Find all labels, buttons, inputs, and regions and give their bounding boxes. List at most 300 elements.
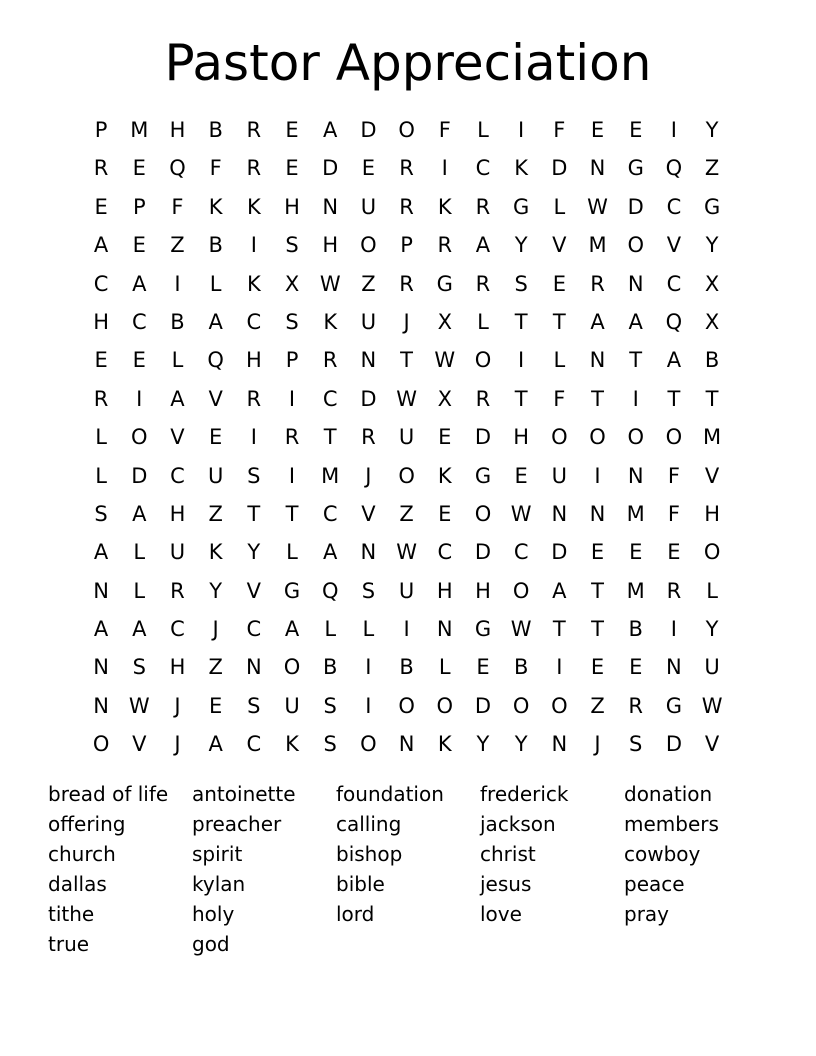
grid-cell[interactable]: B (323, 655, 338, 680)
grid-cell[interactable]: R (628, 693, 644, 718)
grid-cell[interactable]: R (475, 386, 491, 411)
grid-cell[interactable]: L (553, 348, 566, 373)
grid-cell[interactable]: R (437, 233, 453, 258)
grid-cell[interactable]: I (670, 617, 677, 642)
grid-cell[interactable]: I (174, 271, 181, 296)
grid-cell[interactable]: O (360, 732, 377, 757)
grid-cell[interactable]: I (288, 463, 296, 488)
grid-cell[interactable]: N (93, 693, 109, 718)
grid-cell[interactable]: R (246, 386, 262, 411)
grid-cell[interactable]: U (398, 425, 415, 450)
grid-cell[interactable]: H (475, 578, 491, 603)
grid-cell[interactable]: E (209, 425, 223, 450)
grid-cell[interactable]: M (130, 118, 149, 142)
grid-cell[interactable]: H (169, 655, 186, 680)
grid-cell[interactable]: L (324, 617, 337, 642)
grid-cell[interactable]: L (438, 655, 451, 680)
grid-cell[interactable]: C (246, 617, 262, 642)
grid-cell[interactable]: A (93, 540, 109, 565)
grid-cell[interactable]: T (323, 425, 337, 450)
grid-cell[interactable]: O (398, 693, 415, 718)
word-bank-column (192, 779, 336, 959)
grid-cell[interactable]: F (553, 118, 566, 142)
grid-cell[interactable]: H (513, 425, 530, 450)
grid-cell[interactable]: D (131, 463, 148, 488)
grid-cell[interactable]: S (247, 693, 261, 718)
grid-cell[interactable]: P (285, 348, 299, 373)
word-bank-item: frederick (480, 782, 569, 806)
grid-cell[interactable]: T (552, 617, 566, 642)
grid-cell[interactable]: B (704, 348, 720, 373)
grid-cell[interactable]: W (510, 617, 532, 642)
grid-cell[interactable]: T (705, 386, 719, 411)
word-bank-item: donation (624, 782, 713, 806)
grid-cell[interactable]: W (319, 271, 341, 296)
grid-cell[interactable]: I (365, 655, 372, 680)
grid-cell[interactable]: N (627, 271, 644, 296)
grid-cell[interactable]: Z (170, 233, 185, 258)
grid-cell[interactable]: R (93, 386, 109, 411)
grid-cell[interactable]: T (667, 386, 681, 411)
grid-cell[interactable]: T (552, 309, 566, 334)
grid-cell[interactable]: I (441, 156, 448, 181)
grid-cell[interactable]: T (591, 386, 604, 411)
grid-cell[interactable]: H (436, 578, 453, 603)
grid-cell[interactable]: Q (665, 156, 683, 181)
grid-cell[interactable]: N (551, 732, 568, 757)
grid-cell[interactable]: E (285, 118, 299, 142)
grid-cell[interactable]: D (474, 425, 492, 450)
grid-cell[interactable]: S (361, 578, 376, 603)
grid-cell[interactable]: X (437, 309, 452, 334)
grid-cell[interactable]: W (510, 501, 532, 526)
grid-cell[interactable]: R (475, 194, 491, 219)
grid-cell[interactable]: Y (514, 233, 528, 258)
grid-cell[interactable]: E (132, 233, 146, 258)
grid-cell[interactable]: M (626, 578, 645, 603)
grid-cell[interactable]: K (208, 194, 223, 219)
grid-cell[interactable]: T (400, 348, 413, 373)
grid-cell[interactable]: I (288, 386, 296, 411)
grid-cell[interactable]: A (93, 617, 109, 642)
grid-cell[interactable]: S (323, 732, 337, 757)
grid-cell[interactable]: E (629, 540, 643, 565)
grid-cell[interactable]: L (209, 271, 222, 296)
grid-cell[interactable]: N (551, 501, 568, 526)
grid-cell[interactable]: D (665, 732, 682, 757)
grid-cell[interactable]: O (627, 425, 644, 450)
grid-cell[interactable]: A (284, 617, 300, 642)
grid-cell[interactable]: I (250, 425, 257, 450)
grid-cell[interactable]: O (131, 425, 148, 450)
grid-cell[interactable]: N (436, 617, 453, 642)
grid-cell[interactable]: I (594, 463, 601, 488)
grid-cell[interactable]: A (132, 617, 147, 642)
grid-cell[interactable]: H (93, 309, 109, 334)
grid-cell[interactable]: V (552, 233, 567, 258)
grid-cell[interactable]: Y (209, 578, 223, 603)
grid-cell[interactable]: J (174, 732, 181, 757)
grid-cell[interactable]: G (703, 194, 721, 219)
grid-cell[interactable]: N (93, 655, 109, 680)
grid-cell[interactable]: A (628, 309, 643, 334)
grid-cell[interactable]: B (208, 233, 223, 258)
grid-cell[interactable]: N (589, 348, 606, 373)
grid-cell[interactable]: F (171, 194, 184, 219)
grid-cell[interactable]: D (551, 540, 568, 565)
grid-cell[interactable]: R (93, 156, 109, 181)
grid-cell[interactable]: O (512, 578, 530, 603)
grid-cell[interactable]: O (474, 348, 492, 373)
grid-cell[interactable]: C (322, 501, 338, 526)
grid-cell[interactable]: N (245, 655, 262, 680)
grid-cell[interactable]: O (474, 501, 492, 526)
grid-cell[interactable]: E (629, 118, 643, 142)
grid-cell[interactable]: Z (590, 693, 605, 718)
grid-cell[interactable]: R (322, 348, 338, 373)
grid-cell[interactable]: N (589, 501, 606, 526)
grid-cell[interactable]: R (399, 271, 414, 296)
grid-cell[interactable]: A (323, 540, 338, 565)
grid-cell[interactable]: K (246, 194, 261, 219)
grid-cell[interactable]: E (132, 348, 146, 373)
grid-cell[interactable]: S (285, 233, 299, 258)
word-bank-item: calling (336, 812, 402, 836)
grid-cell[interactable]: P (94, 118, 108, 142)
grid-cell[interactable]: O (551, 425, 568, 450)
grid-cell[interactable]: R (361, 425, 376, 450)
grid-cell[interactable]: J (594, 732, 601, 757)
grid-cell[interactable]: C (513, 540, 529, 565)
grid-cell[interactable]: V (170, 425, 185, 450)
grid-cell[interactable]: R (590, 271, 605, 296)
grid-cell[interactable]: T (247, 501, 261, 526)
grid-cell[interactable]: J (212, 617, 219, 642)
grid-cell[interactable]: O (398, 463, 415, 488)
grid-cell[interactable]: G (627, 156, 644, 181)
grid-cell[interactable]: X (704, 271, 720, 296)
word-bank-item: tithe (48, 902, 95, 926)
grid-cell[interactable]: N (589, 156, 606, 181)
grid-cell[interactable]: N (360, 348, 377, 373)
grid-cell[interactable]: V (666, 233, 682, 258)
grid-cell[interactable]: A (323, 118, 338, 142)
grid-cell[interactable]: E (629, 655, 643, 680)
grid-cell[interactable]: S (323, 693, 337, 718)
grid-cell[interactable]: Y (476, 732, 490, 757)
grid-cell[interactable]: C (666, 194, 682, 219)
grid-cell[interactable]: J (403, 309, 410, 334)
grid-cell[interactable]: C (666, 271, 682, 296)
grid-cell[interactable]: C (170, 463, 185, 488)
grid-cell[interactable]: G (474, 463, 492, 488)
grid-cell[interactable]: R (399, 156, 414, 181)
grid-cell[interactable]: K (208, 540, 223, 565)
grid-cell[interactable]: U (398, 578, 415, 603)
grid-cell[interactable]: L (286, 540, 298, 565)
grid-cell[interactable]: C (246, 309, 262, 334)
grid-cell[interactable]: W (396, 540, 417, 565)
grid-cell[interactable]: B (399, 655, 414, 680)
grid-cell[interactable]: I (670, 118, 677, 142)
grid-row (82, 610, 732, 648)
grid-cell[interactable]: M (321, 463, 340, 488)
grid-cell[interactable]: O (589, 425, 606, 450)
grid-cell[interactable]: G (283, 578, 301, 603)
grid-cell[interactable]: P (400, 233, 413, 258)
grid-cell[interactable]: L (706, 578, 718, 603)
grid-cell[interactable]: L (95, 463, 107, 488)
grid-cell[interactable]: W (434, 348, 456, 373)
grid-cell[interactable]: I (632, 386, 639, 411)
grid-cell[interactable]: Y (705, 233, 719, 258)
grid-cell[interactable]: Z (399, 501, 414, 526)
grid-cell[interactable]: X (284, 271, 300, 296)
grid-cell[interactable]: A (590, 309, 605, 334)
grid-cell[interactable]: T (591, 617, 604, 642)
grid-cell[interactable]: E (514, 463, 528, 488)
grid-cell[interactable]: B (628, 617, 643, 642)
grid-cell[interactable]: K (514, 156, 529, 181)
grid-cell[interactable]: F (438, 118, 451, 142)
grid-cell[interactable]: I (518, 118, 525, 142)
grid-cell[interactable]: X (704, 309, 720, 334)
grid-cell[interactable]: C (475, 156, 491, 181)
grid-cell[interactable]: J (365, 463, 372, 488)
grid-cell[interactable]: N (666, 655, 682, 680)
grid-cell[interactable]: U (284, 693, 300, 718)
grid-cell[interactable]: V (246, 578, 262, 603)
grid-cell[interactable]: Z (208, 501, 223, 526)
grid-cell[interactable]: E (285, 156, 299, 181)
grid-cell[interactable]: U (551, 463, 568, 488)
grid-cell[interactable]: G (474, 617, 492, 642)
grid-cell[interactable]: Y (514, 732, 528, 757)
grid-cell[interactable]: L (133, 540, 146, 565)
grid-cell[interactable]: U (360, 194, 377, 219)
grid-cell[interactable]: O (703, 540, 721, 565)
grid-cell[interactable]: A (93, 233, 109, 258)
grid-cell[interactable]: Z (208, 655, 223, 680)
grid-cell[interactable]: D (360, 386, 377, 411)
grid-cell[interactable]: S (247, 463, 261, 488)
grid-cell[interactable]: I (136, 386, 143, 411)
grid-cell[interactable]: O (92, 732, 110, 757)
grid-cell[interactable]: G (436, 271, 453, 296)
grid-cell[interactable]: I (518, 348, 525, 373)
grid-cell[interactable]: K (437, 463, 452, 488)
grid-cell[interactable]: Y (705, 617, 719, 642)
grid-cell[interactable]: I (250, 233, 257, 258)
grid-cell[interactable]: Q (207, 348, 224, 373)
grid-cell[interactable]: Q (665, 309, 683, 334)
grid-cell[interactable]: E (209, 693, 223, 718)
grid-cell[interactable]: L (133, 578, 146, 603)
grid-cell[interactable]: Q (321, 578, 339, 603)
grid-cell[interactable]: O (512, 693, 530, 718)
grid-cell[interactable]: O (436, 693, 454, 718)
grid-cell[interactable]: D (322, 156, 339, 181)
grid-cell[interactable]: A (170, 386, 185, 411)
grid-cell[interactable]: T (285, 501, 299, 526)
grid-cell[interactable]: N (322, 194, 339, 219)
grid-cell[interactable]: F (553, 386, 566, 411)
grid-cell[interactable]: A (475, 233, 491, 258)
grid-cell[interactable]: S (629, 732, 643, 757)
grid-cell[interactable]: D (474, 540, 492, 565)
grid-cell[interactable]: M (703, 425, 722, 450)
grid-cell[interactable]: U (360, 309, 377, 334)
word-bank-item: antoinette (192, 782, 296, 806)
grid-cell[interactable]: H (169, 501, 186, 526)
grid-cell[interactable]: B (513, 655, 529, 680)
grid-cell[interactable]: D (360, 118, 377, 142)
grid-cell[interactable]: H (704, 501, 720, 526)
grid-cell[interactable]: A (666, 348, 682, 373)
grid-cell[interactable]: O (360, 233, 377, 258)
grid-cell[interactable]: E (94, 348, 108, 373)
grid-cell[interactable]: T (514, 386, 528, 411)
grid-cell[interactable]: Z (704, 156, 720, 181)
grid-cell[interactable]: D (551, 156, 568, 181)
grid-cell[interactable]: Z (361, 271, 376, 296)
grid-cell[interactable]: E (132, 156, 146, 181)
grid-cell[interactable]: K (437, 732, 452, 757)
grid-cell[interactable]: N (360, 540, 377, 565)
grid-cell[interactable]: S (514, 271, 528, 296)
grid-cell[interactable]: D (627, 194, 644, 219)
grid-cell[interactable]: E (361, 156, 376, 181)
word-bank-item: god (192, 932, 230, 956)
grid-cell[interactable]: E (94, 194, 108, 219)
grid-cell[interactable]: K (285, 732, 299, 757)
grid-cell[interactable]: L (553, 194, 566, 219)
grid-cell[interactable]: O (665, 425, 683, 450)
grid-cell[interactable]: A (208, 732, 223, 757)
grid-cell[interactable]: F (667, 501, 680, 526)
grid-cell[interactable]: I (365, 693, 372, 718)
grid-cell[interactable]: U (169, 540, 186, 565)
grid-cell[interactable]: C (170, 617, 185, 642)
grid-cell[interactable]: V (361, 501, 376, 526)
grid-cell[interactable]: K (323, 309, 338, 334)
grid-cell[interactable]: R (170, 578, 185, 603)
grid-cell[interactable]: J (174, 693, 181, 718)
grid-cell[interactable]: D (474, 693, 492, 718)
grid-cell[interactable]: I (403, 617, 410, 642)
grid-cell[interactable]: O (283, 655, 301, 680)
grid-cell[interactable]: A (552, 578, 567, 603)
grid-cell[interactable]: N (398, 732, 415, 757)
grid-cell[interactable]: W (396, 386, 417, 411)
grid-cell[interactable]: K (437, 194, 452, 219)
grid-cell[interactable]: N (627, 463, 644, 488)
grid-cell[interactable]: O (551, 693, 568, 718)
grid-cell[interactable]: A (132, 501, 147, 526)
grid-cell[interactable]: E (667, 540, 681, 565)
grid-cell[interactable]: R (284, 425, 300, 450)
grid-cell[interactable]: W (587, 194, 608, 219)
grid-cell[interactable]: V (132, 732, 147, 757)
grid-cell[interactable]: M (626, 501, 645, 526)
grid-row (82, 533, 732, 571)
grid-cell[interactable]: T (629, 348, 643, 373)
grid-cell[interactable]: F (667, 463, 680, 488)
grid-cell[interactable]: C (437, 540, 453, 565)
grid-cell[interactable]: E (590, 118, 605, 142)
grid-cell[interactable]: N (93, 578, 109, 603)
grid-cell[interactable]: C (322, 386, 338, 411)
grid-cell[interactable]: H (322, 233, 339, 258)
grid-cell[interactable]: B (208, 118, 223, 142)
grid-cell[interactable]: R (666, 578, 682, 603)
grid-cell[interactable]: H (245, 348, 262, 373)
grid-cell[interactable]: V (704, 732, 720, 757)
grid-cell[interactable]: A (132, 271, 147, 296)
grid-cell[interactable]: E (438, 425, 452, 450)
grid-cell[interactable]: O (398, 118, 415, 142)
grid-cell[interactable]: M (588, 233, 607, 258)
grid-cell[interactable]: E (590, 540, 605, 565)
grid-cell[interactable]: R (246, 156, 262, 181)
grid-cell[interactable]: Y (705, 118, 719, 142)
grid-cell[interactable]: H (169, 118, 186, 142)
grid-cell[interactable]: A (208, 309, 223, 334)
grid-cell[interactable]: G (665, 693, 683, 718)
grid-cell[interactable]: I (556, 655, 563, 680)
grid-cell[interactable]: R (475, 271, 491, 296)
grid-cell[interactable]: V (208, 386, 223, 411)
grid-cell[interactable]: L (477, 118, 489, 142)
grid-cell[interactable]: C (131, 309, 147, 334)
grid-cell[interactable]: X (437, 386, 452, 411)
grid-cell[interactable]: K (246, 271, 261, 296)
grid-cell[interactable]: E (438, 501, 452, 526)
grid-cell[interactable]: E (476, 655, 490, 680)
grid-cell[interactable]: F (209, 156, 222, 181)
grid-cell[interactable]: S (132, 655, 146, 680)
grid-cell[interactable]: S (94, 501, 108, 526)
grid-row (82, 648, 732, 686)
grid-cell[interactable]: E (552, 271, 566, 296)
grid-cell[interactable]: V (704, 463, 720, 488)
grid-cell[interactable]: L (95, 425, 107, 450)
grid-cell[interactable]: P (132, 194, 146, 219)
grid-cell[interactable]: E (590, 655, 605, 680)
grid-cell[interactable]: R (399, 194, 414, 219)
grid-cell[interactable]: C (246, 732, 262, 757)
grid-cell[interactable]: H (284, 194, 300, 219)
grid-cell[interactable]: W (128, 693, 150, 718)
grid-cell[interactable]: G (513, 194, 530, 219)
grid-cell[interactable]: L (171, 348, 184, 373)
grid-cell[interactable]: S (285, 309, 299, 334)
word-bank-item: offering (48, 812, 126, 836)
grid-cell[interactable]: U (207, 463, 224, 488)
grid-cell[interactable]: W (701, 693, 723, 718)
grid-cell[interactable]: B (170, 309, 185, 334)
grid-cell[interactable]: U (704, 655, 720, 680)
grid-cell[interactable]: C (93, 271, 109, 296)
grid-cell[interactable]: T (591, 578, 604, 603)
grid-cell[interactable]: Y (247, 540, 261, 565)
grid-cell[interactable]: R (246, 118, 262, 142)
grid-cell[interactable]: O (627, 233, 644, 258)
grid-cell[interactable]: Q (169, 156, 186, 181)
grid-cell[interactable]: L (477, 309, 489, 334)
grid-cell[interactable]: L (362, 617, 375, 642)
grid-cell[interactable]: T (514, 309, 528, 334)
